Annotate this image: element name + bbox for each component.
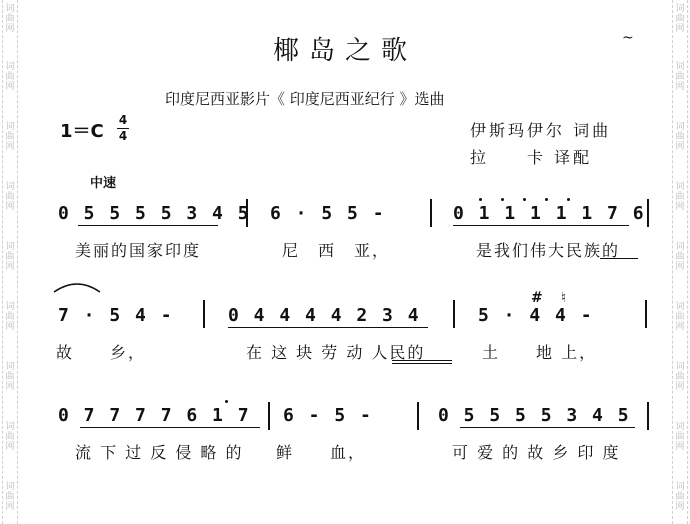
measure-6-notes: 5 · 4 4 - [478, 305, 594, 326]
beam [228, 327, 428, 328]
slur [52, 278, 102, 294]
tempo-marking: 中速 [90, 176, 117, 191]
lyric-line: 是我们伟大民族的 [476, 241, 621, 260]
barline [453, 300, 455, 328]
natural-accidental: ♮ [561, 290, 567, 306]
lyric-line: 可 爱 的 故 乡 印 度 [452, 443, 621, 462]
lyric-underline [392, 363, 452, 364]
sharp-accidental: # [531, 290, 543, 306]
measure-1-notes: 0 5 5 5 5 3 4 5 [58, 203, 251, 224]
barline [203, 300, 205, 328]
beam [78, 225, 218, 226]
barline [417, 402, 419, 430]
beam [460, 427, 635, 428]
watermark-right: 词 曲 网 词 曲 网 词 曲 网 词 曲 网 词 曲 网 词 曲 网 词 曲 网 词 曲 网 词 曲 网 [672, 0, 688, 524]
lyric-line: 尼 西 亚， [282, 241, 391, 260]
key-signature: 1＝C [60, 121, 104, 142]
lyric-line: 美丽的国家印度 [75, 241, 202, 260]
beam [453, 225, 629, 226]
lyric-underline [392, 360, 452, 361]
barline [645, 300, 647, 328]
lyric-line: 流 下 过 反 侵 略 的 [75, 443, 244, 462]
barline [268, 402, 270, 430]
high-dot [479, 198, 482, 201]
lyric-line: 在 这 块 劳 动 人民的 [246, 343, 426, 362]
high-dot [523, 198, 526, 201]
song-title: 椰岛之歌 [272, 36, 417, 66]
lyric-line: 鲜 血， [276, 443, 367, 462]
high-dot [545, 198, 548, 201]
lyric-line: 故 乡， [56, 343, 147, 362]
high-dot [567, 198, 570, 201]
credit-translation: 拉 卡 译配 [470, 148, 593, 167]
measure-8-notes: 6 - 5 - [283, 405, 373, 426]
credit-music: 伊斯玛伊尔 词曲 [470, 121, 612, 140]
measure-7-notes: 0 7 7 7 7 6 1 7 [58, 405, 251, 426]
barline [647, 199, 649, 227]
barline [430, 199, 432, 227]
measure-4-notes: 7 · 5 4 - [58, 305, 174, 326]
song-source: 印度尼西亚影片《 印度尼西亚纪行 》选曲 [165, 90, 445, 108]
high-dot [225, 400, 228, 403]
measure-2-notes: 6 · 5 5 - [270, 203, 386, 224]
watermark-left: 词 曲 网 词 曲 网 词 曲 网 词 曲 网 词 曲 网 词 曲 网 词 曲 网 词 曲 网 词 曲 网 [2, 0, 18, 524]
measure-3-notes: 0 1 1 1 1 1 7 6 [453, 203, 646, 224]
barline [246, 199, 248, 227]
high-dot [501, 198, 504, 201]
time-signature: 4 4 [118, 113, 128, 143]
measure-9-notes: 0 5 5 5 5 3 4 5 [438, 405, 631, 426]
lyric-line: 土 地 上， [482, 343, 598, 362]
barline [647, 402, 649, 430]
beam [80, 427, 260, 428]
measure-5-notes: 0 4 4 4 4 2 3 4 [228, 305, 421, 326]
title-mark: ~ [622, 30, 634, 46]
lyric-underline [600, 258, 638, 259]
